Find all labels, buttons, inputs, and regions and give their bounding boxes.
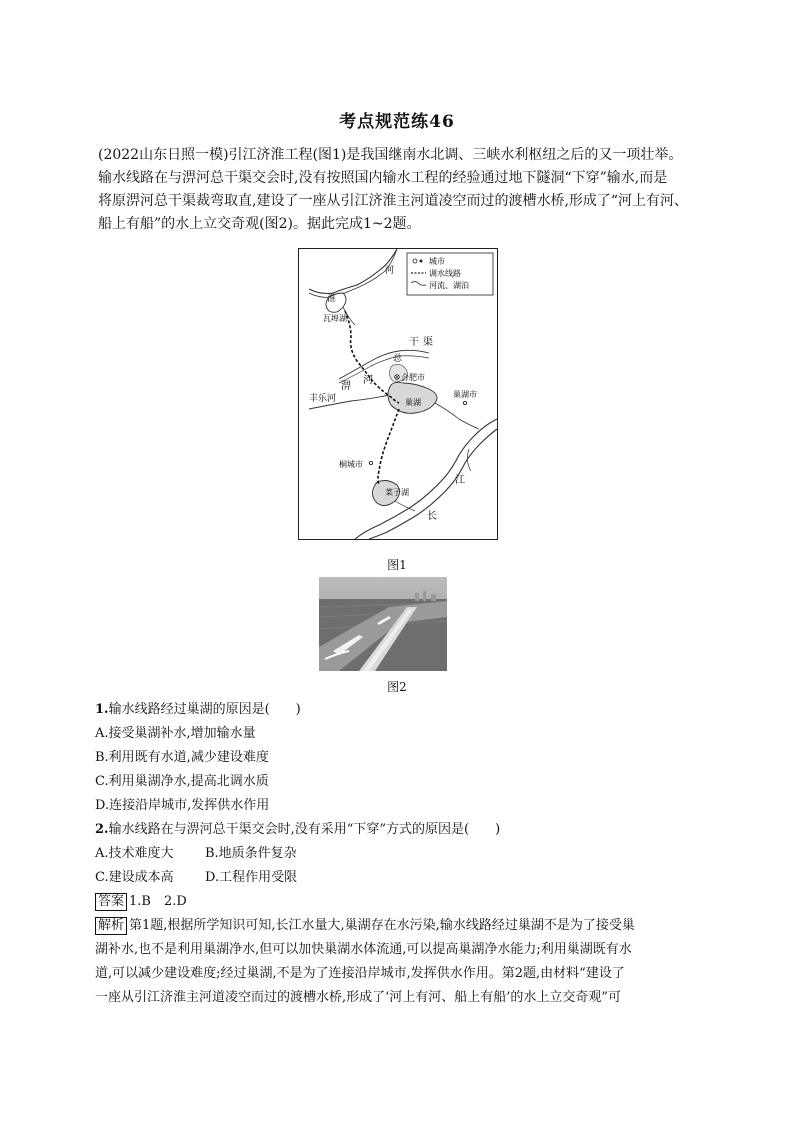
- intro-line: (2022山东日照一模)引江济淮工程(图1)是我国继南水北调、三峡水利枢纽之后的又一项壮举。: [98, 147, 683, 163]
- question-2: [95, 818, 715, 890]
- option: B.利用既有水道,减少建设难度: [95, 750, 269, 765]
- label-tongcheng: 桐城市: [339, 460, 363, 469]
- label-fengle-river: 丰乐河: [309, 394, 337, 404]
- option: A.接受巢湖补水,增加输水量: [95, 726, 256, 741]
- figure-2-photo: [319, 577, 447, 671]
- label-chaohu-lake: 巢湖: [405, 398, 421, 407]
- answer-text: 1.B 2.D: [129, 894, 187, 909]
- option: D.连接沿岸城市,发挥供水作用: [95, 798, 270, 813]
- analysis-tag: 解析: [95, 917, 127, 935]
- label-chaohu-city: 巢湖市: [453, 390, 477, 399]
- legend-river: 河流、湖泊: [429, 281, 469, 290]
- label-qu: 渠: [423, 337, 433, 348]
- analysis-line: 一座从引江济淮主河道凌空而过的渡槽水桥,形成了‘河上有河、船上有船’的水上立交奇观”可: [95, 990, 622, 1005]
- answer-line: [95, 890, 715, 914]
- question-number: 2.: [95, 822, 109, 837]
- option: C.利用巢湖净水,提高北调水质: [95, 774, 269, 789]
- figure-1-caption: 图1: [387, 558, 407, 572]
- legend-route: 调水线路: [429, 269, 461, 278]
- figure-2-caption: 图2: [387, 680, 407, 694]
- label-pi: 淠: [341, 381, 351, 392]
- question-1: [95, 698, 715, 818]
- intro-line: 船上有船”的水上立交奇观(图2)。据此完成1~2题。: [98, 216, 421, 232]
- intro-line: 将原淠河总干渠裁弯取直,建设了一座从引江济淮主河道凌空而过的渡槽水桥,形成了“河上有河、: [98, 193, 689, 209]
- label-jiang: 江: [455, 475, 465, 486]
- city-dot-icon: [420, 260, 423, 263]
- questions-section: [95, 698, 715, 1010]
- question-stem: 输水线路在与淠河总干渠交会时,没有采用“下穿”方式的原因是( ): [108, 822, 501, 837]
- intro-line: 输水线路在与淠河总干渠交会时,没有按照国内输水工程的经验通过地下隧洞“下穿”输水,而是: [98, 170, 668, 186]
- label-chang: 长: [427, 511, 437, 522]
- analysis-line: 湖补水,也不是利用巢湖净水,但可以加快巢湖水体流通,可以提高巢湖净水能力;利用巢湖既有水: [95, 942, 632, 957]
- option: A.技术难度大: [95, 846, 174, 861]
- answer-tag: 答案: [95, 893, 127, 911]
- label-he2: 河: [363, 375, 373, 386]
- label-zong: 总: [393, 354, 403, 364]
- map-legend: [407, 253, 493, 295]
- question-number: 1.: [95, 702, 109, 717]
- chaohu-city-icon: [463, 401, 466, 404]
- intro-paragraph: [98, 144, 698, 236]
- label-hefei: 合肥市: [401, 373, 425, 382]
- label-huai: 淮: [327, 294, 337, 304]
- label-gan: 干: [409, 337, 419, 348]
- legend-city: 城市: [429, 257, 445, 266]
- option: C.建设成本高: [95, 870, 174, 885]
- figure-1-map: [298, 248, 498, 540]
- option: B.地质条件复杂: [205, 846, 297, 861]
- analysis-block: [95, 914, 715, 1010]
- analysis-line: 第1题,根据所学知识可知,长江水量大,巢湖存在水污染,输水线路经过巢湖不是为了接受巢: [129, 918, 635, 933]
- label-caizi-lake: 菜子湖: [385, 488, 409, 497]
- tongcheng-city-icon: [369, 461, 372, 464]
- label-river-he: 河: [385, 266, 395, 276]
- question-stem: 输水线路经过巢湖的原因是( ): [108, 702, 301, 717]
- page-title: 考点规范练46: [339, 112, 455, 132]
- label-wabu-lake: 瓦埠湖: [323, 314, 347, 323]
- analysis-line: 道,可以减少建设难度;经过巢湖,不是为了连接沿岸城市,发挥供水作用。第2题,由材料“建设了: [95, 966, 625, 981]
- option: D.工程作用受限: [205, 870, 298, 885]
